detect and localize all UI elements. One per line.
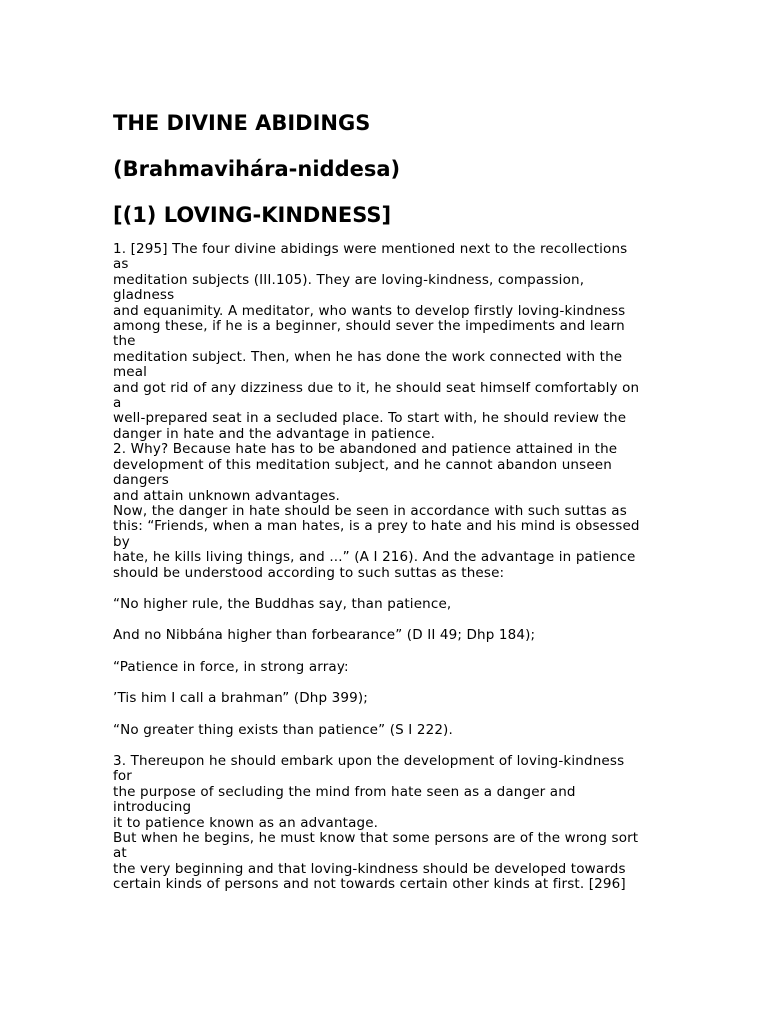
text-line: and attain unknown advantages. [113, 487, 340, 504]
text-line: by [113, 533, 130, 550]
text-line: should be understood according to such suttas as these: [113, 564, 505, 581]
section-heading: [(1) LOVING-KINDNESS] [113, 203, 392, 227]
text-line: hate, he kills living things, and ...” (A I 216). And the advantage in patience [113, 549, 636, 566]
text-line: and equanimity. A meditator, who wants to develop firstly loving-kindness [113, 302, 626, 319]
text-line: meal [113, 364, 148, 381]
text-line: 3. Thereupon he should embark upon the development of loving-kindness [113, 752, 625, 769]
paragraph-3 [113, 754, 658, 893]
text-line: and got rid of any dizziness due to it, he should seat himself comfortably on [113, 379, 640, 396]
text-line: the very beginning and that loving-kindness should be developed towards [113, 860, 626, 877]
text-line: 1. [295] The four divine abidings were mentioned next to the recollections [113, 241, 628, 257]
quote-line: “No higher rule, the Buddhas say, than patience, [113, 595, 452, 612]
text-line: gladness [113, 287, 175, 304]
document-content [113, 110, 658, 893]
text-line: the [113, 333, 136, 350]
text-line: well-prepared seat in a secluded place. To start with, he should review the [113, 410, 627, 427]
quote-line: “No greater thing exists than patience” (S I 222). [113, 721, 453, 738]
text-line: Now, the danger in hate should be seen in accordance with such suttas as [113, 502, 627, 519]
text-line: at [113, 845, 127, 862]
text-line: it to patience known as an advantage. [113, 814, 379, 831]
text-line: meditation subjects (III.105). They are loving-kindness, compassion, [113, 271, 585, 288]
quote-line: “Patience in force, in strong array: [113, 658, 349, 675]
paragraph-1-2 [113, 242, 658, 581]
text-line: a [113, 395, 122, 412]
text-line: But when he begins, he must know that some persons are of the wrong sort [113, 830, 639, 846]
text-line: this: “Friends, when a man hates, is a prey to hate and his mind is obsessed [113, 518, 640, 535]
text-line: as [113, 256, 129, 273]
text-line: meditation subject. Then, when he has done the work connected with the [113, 348, 623, 365]
text-line: development of this meditation subject, and he cannot abandon unseen [113, 456, 612, 473]
text-line: among these, if he is a beginner, should sever the impediments and learn [113, 318, 625, 335]
text-line: dangers [113, 472, 169, 489]
text-line: certain kinds of persons and not towards certain other kinds at first. [296] [113, 876, 626, 893]
text-line: the purpose of secluding the mind from hate seen as a danger and [113, 783, 576, 800]
page-title: THE DIVINE ABIDINGS [113, 111, 371, 135]
text-line: for [113, 768, 133, 785]
page-subtitle: (Brahmavihára-niddesa) [113, 157, 401, 181]
quote-line: ’Tis him I call a brahman” (Dhp 399); [113, 690, 368, 707]
text-line: introducing [113, 799, 192, 816]
text-line: danger in hate and the advantage in patience. [113, 425, 436, 442]
quote-line: And no Nibbána higher than forbearance” (D II 49; Dhp 184); [113, 627, 536, 644]
text-line: 2. Why? Because hate has to be abandoned and patience attained in the [113, 441, 618, 458]
